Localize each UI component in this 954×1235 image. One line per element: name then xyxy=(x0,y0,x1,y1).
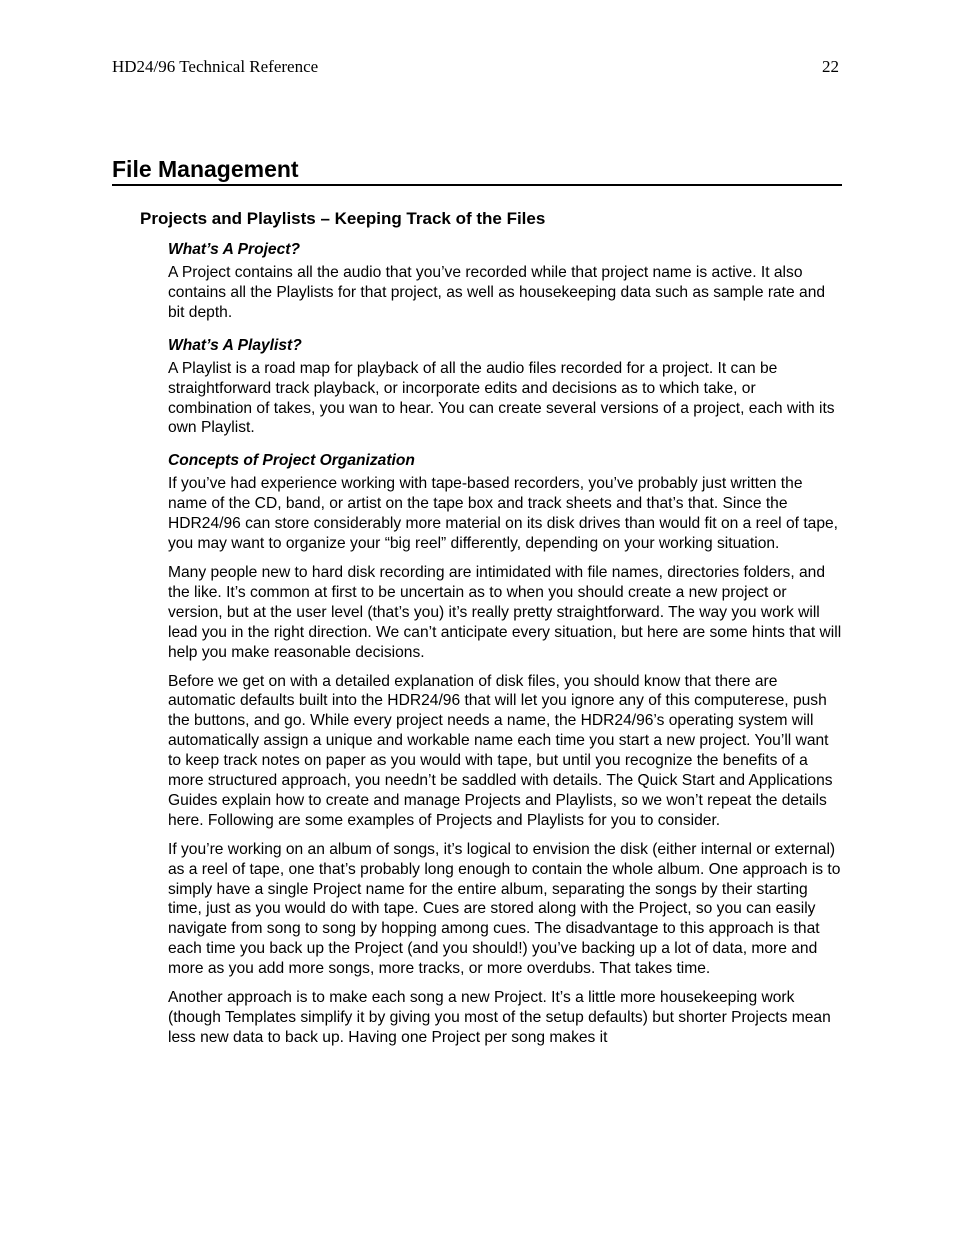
chapter-title: File Management xyxy=(112,154,842,186)
paragraph: Another approach is to make each song a new Project. It’s a little more housekeeping work (though Templates simplify it by giving you most of the setup defaults) but shorter Projects mean less new data to back up. Having one Project per song makes it xyxy=(168,989,831,1046)
section-body xyxy=(168,239,844,1057)
paragraph: A Playlist is a road map for playback of all the audio files recorded for a project. It can be straightforward track playback, or incorporate edits and decisions as to which take, or combination of takes, you wan to hear. You can create several versions of a project, each with its own Playlist. xyxy=(168,359,835,437)
paragraph: If you’ve had experience working with tape-based recorders, you’ve probably just written the name of the CD, band, or artist on the tape box and track sheets and that’s that. Since the HDR24/96 can store considerably more material on its disk drives than would fit on a reel of tape, you may want to organize your “big reel” differently, depending on your working situation. xyxy=(168,475,838,553)
paragraph: Many people new to hard disk recording are intimidated with file names, directories folders, and the like. It’s common at first to be uncertain as to when you should create a new project or version, but at the user level (that’s you) it’s really pretty straightforward. The way you work will lead you in the right direction. We can’t anticipate every situation, but here are some hints that will help you make reasonable decisions. xyxy=(168,563,842,661)
paragraph: Before we get on with a detailed explanation of disk files, you should know that there are automatic defaults built into the HDR24/96 that will let you ignore any of this computerese, push the buttons, and go. While every project needs a name, the HDR24/96’s operating system will automatically assign a unique and workable name each time you start a new project. You’ll want to keep track notes on paper as you would with tape, but until you recognize the benefits of a more structured approach, you needn’t be saddled with details. The Quick Start and Applications Guides explain how to create and manage Projects and Playlists, so we won’t repeat the details here. Following are some examples of Projects and Playlists for you to consider. xyxy=(168,672,833,829)
subsection-heading-organization: Concepts of Project Organization xyxy=(168,452,415,470)
subsection-heading-playlist: What’s A Playlist? xyxy=(168,336,302,354)
running-header xyxy=(112,56,839,78)
section-heading: Projects and Playlists – Keeping Track of the Files xyxy=(140,209,546,228)
document-title: HD24/96 Technical Reference xyxy=(112,57,319,76)
subsection-heading-project: What’s A Project? xyxy=(168,241,300,258)
page-number: 22 xyxy=(822,57,839,76)
paragraph: A Project contains all the audio that you’ve recorded while that project name is active. It also contains all the Playlists for that project, as well as housekeeping data such as sample rate and bit depth. xyxy=(168,264,826,321)
paragraph: If you’re working on an album of songs, it’s logical to envision the disk (either internal or external) as a reel of tape, one that’s probably long enough to contain the whole album. One approach is to simply have a single Project name for the entire album, separating the songs by their starting time, just as you would do with tape. Cues are stored along with the Project, so you can easily navigate from song to song by hopping among cues. The disadvantage to this approach is that each time you back up the Project (and you should!) you’ve backing up a lot of data, more and more as you add more songs, more tracks, or more overdubs. That takes time. xyxy=(168,840,841,978)
